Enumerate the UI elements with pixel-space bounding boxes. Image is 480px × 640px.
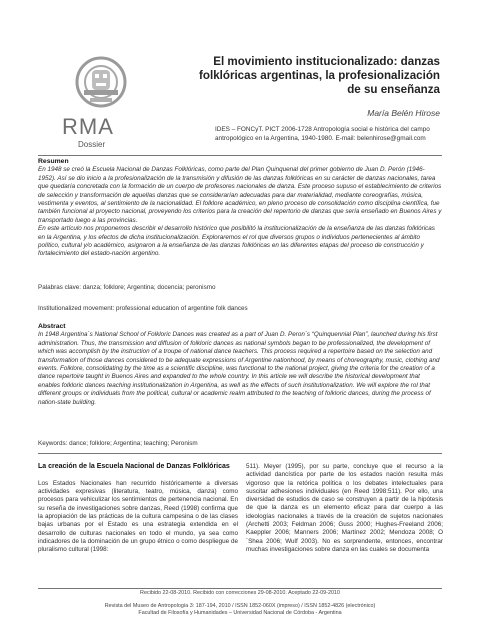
received-dates: Recibido 22-08-2010. Recibido con correcciones 29-08-2010. Aceptado 22-09-2010 [140, 590, 340, 596]
body-paragraph: 511). Meyer (1995), por su parte, concluye que el recurso a la actividad dancística por parte de los estados nación resulta más vigoroso que la retórica política o los debates intelectuales para suscitar adhesiones individuales (en Reed 1998:511). Por ello, una diversidad de estudios de caso se construyen a partir de la hipótesis de que la danza es un elemento eficaz para dar cuerpo a las ideologías nacionales a través de la creación de sujetos nacionales (Archetti 2003; Feldman 2006; Guss 2000; Hughes-Freeland 2006; Kaeppler 2006; Manners 2006; Martínez 2002; Mendoza 2008; O´Shea 2006; Wulf 2003). No es sorprendente, entonces, encontrar muchas investigaciones sobre danza en las cuales se documenta [246, 463, 443, 553]
affiliation-line: IDES – FONCyT. PICT 2006-1728 Antropología social e histórica del campo [215, 126, 430, 133]
divider [38, 155, 442, 156]
body-paragraph: Los Estados Nacionales han recurrido históricamente a diversas actividades expresivas (literatura, teatro, música, danza) como procesos para vehiculizar los sentimientos de pertenencia nacional. En su reseña de investigaciones sobre danzas, Reed (1998) confirma que la apropiación de las prácticas de la cultura campesina o de las clases bajas urbanas por el Estado es una estrategia extendida en el desarrollo de culturas nacionales en todo el mundo, ya sea como indicadores de la dominación de un grupo étnico o como despliegue de pluralismo cultural (1998: [38, 479, 238, 554]
author-affiliation [215, 126, 443, 143]
divider [38, 588, 442, 589]
resumen-section [38, 158, 442, 259]
author-name: María Belén Hirose [367, 108, 440, 118]
figure-emblem-icon [70, 52, 132, 112]
title-line: folklóricas argentinas, la profesionalización [199, 69, 440, 82]
abstract-heading: Abstract [38, 323, 66, 330]
article-title [150, 55, 440, 97]
journal-citation: Revista del Museo de Antropología 3: 187-194, 2010 / ISSN 1852-060X (impreso) / ISSN 1852-4826 (electrónico) [104, 603, 376, 609]
divider [38, 453, 442, 454]
body-column-right [246, 463, 443, 554]
resumen-paragraph: En este artículo nos proponemos describir el desarrollo histórico que posibilitó la institucionalización de la enseñanza de las danzas folklóricas en la Argentina, y los efectos de dicha institucionalización. Exploraremos el rol que diversos grupos o individuos pertenecientes al ámbito político, cultural y/o académico, asignaron a la enseñanza de las danzas folklóricas en las diferentes etapas del proceso de construcción y fortalecimiento del estado-nación argentino. [38, 225, 435, 258]
resumen-heading: Resumen [38, 158, 69, 165]
journal-logo [70, 52, 132, 112]
title-line: de su enseñanza [347, 83, 440, 96]
affiliation-line: antropológico en la Argentina, 1940-1980. E-mail: belenhirose@gmail.com [215, 134, 426, 142]
title-line: El movimiento institucionalizado: danzas [213, 55, 440, 68]
palabras-clave: Palabras clave: danza; folklore; Argentina; docencia; peronismo [38, 284, 216, 291]
english-title: Institutionalized movement: professional education of argentine folk dances [38, 305, 248, 312]
abstract-section [38, 323, 442, 407]
section-heading: La creación de la Escuela Nacional de Danzas Folklóricas [38, 463, 230, 470]
body-column-left [38, 463, 238, 554]
logo-title: RMA [62, 114, 114, 139]
logo-subtitle: Dossier [78, 140, 106, 149]
abstract-paragraph: In 1948 Argentina´s National School of Folkloric Dances was created as a part of Juan D. Peron´s “Quinquennial Plan”, launched during his first administration. Thus, the transmission and diffusion of folkloric dances as national symbols began to be professionalized, the development of which was accomplish by the instruction of a troupe of national dance teachers. This process required a repertoire based on the selection and transformation of those dances considered to be adequate expressions of Argentine nationhood, by means of choreography, music, clothing and events. Folklore, consolidating by the time as a scientific discipline, was functional to the national project, giving the criteria for the creation of a dance repertoire taught in Buenos Aires and expanded to the whole country. In this article we will describe the historical development that enables folkloric dances teaching institutionalization in Argentina, as well as the effects of such institutionalization. We will explore the rol that different groups or individuals from the political, cultural or academic realm attributed to the teaching of folkloric dances, during the process of nation-state building. [38, 331, 440, 406]
keywords: Keywords: dance; folklore; Argentina; teaching; Peronism [38, 440, 198, 447]
resumen-paragraph: En 1948 se creó la Escuela Nacional de Danzas Folklóricas, como parte del Plan Quinquenal del primer gobierno de Juan D. Perón (1946-1952). Así se dio inicio a la profesionalización de la transmisión y difusión de las danzas folklóricas en su carácter de danzas nacionales, tarea que quedaría concretada con la formación de un cuerpo de profesores nacionales de danza. Este proceso supuso el establecimiento de criterios de selección y transformación de aquellas danzas que se considerarían adecuadas para dar materialidad, mediante coreografías, música, vestimenta y eventos, al sentimiento de la nacionalidad. El folklore académico, en pleno proceso de consolidación como disciplina científica, fue también funcional al proyecto nacional, proveyendo los criterios para la creación del repertorio de danzas que sería enseñado en Buenos Aires y transportado luego a las provincias. [38, 166, 442, 224]
faculty-line: Facultad de Filosofía y Humanidades – Universidad Nacional de Córdoba - Argentina [138, 610, 342, 616]
